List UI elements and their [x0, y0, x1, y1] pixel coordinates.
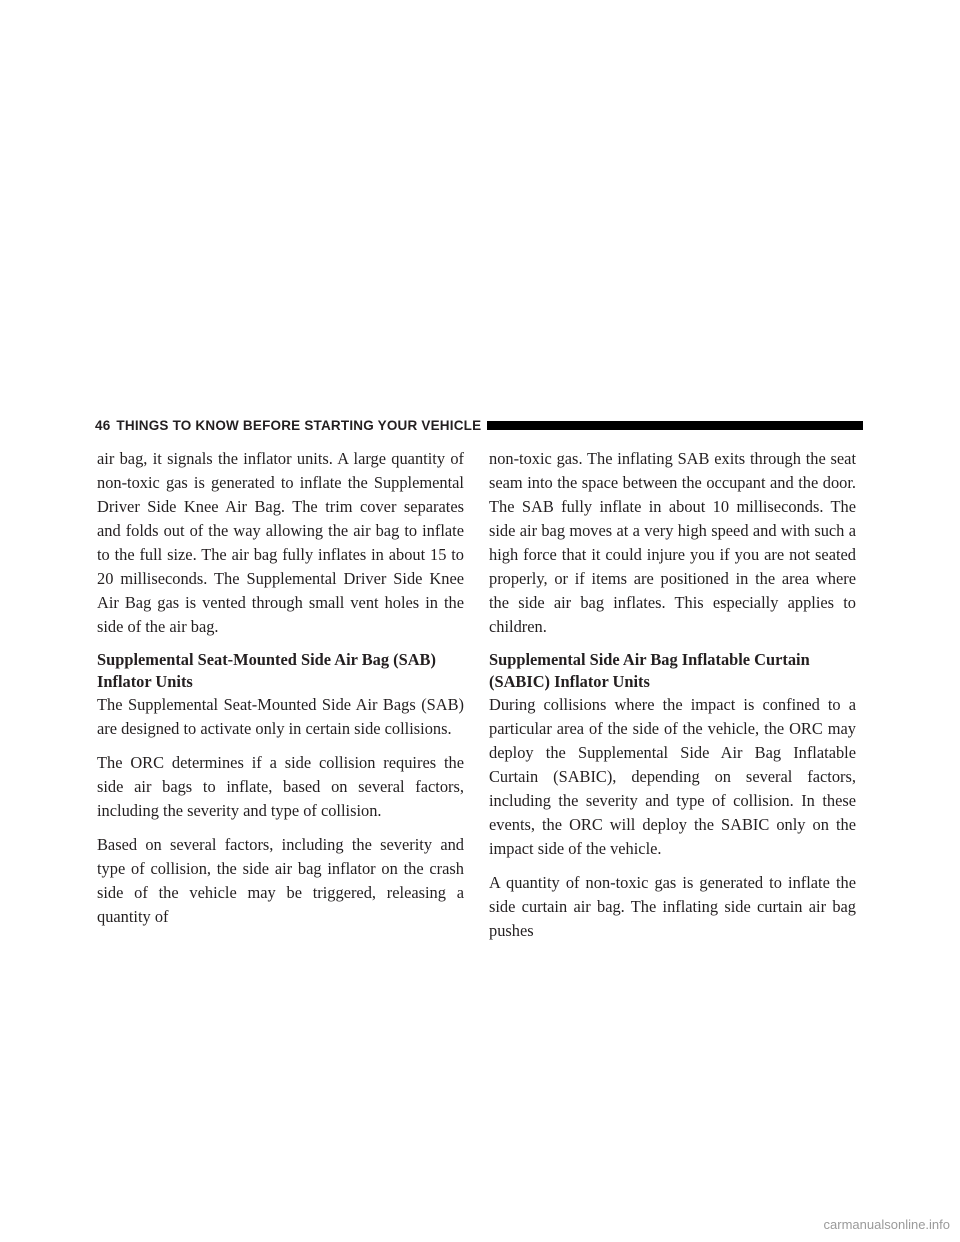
heading-line: Inflator Units	[97, 672, 193, 691]
paragraph-curtain-gas: A quantity of non-toxic gas is generated to inflate the side curtain air bag. The inflating side curtain air bag pushes	[489, 873, 856, 940]
heading-sab-inflator-units	[97, 649, 464, 693]
header-rule	[487, 421, 863, 430]
page-header	[95, 415, 863, 435]
heading-line: Supplemental Side Air Bag Inflatable Curtain	[489, 650, 810, 669]
section-title: THINGS TO KNOW BEFORE STARTING YOUR VEHICLE	[116, 417, 482, 433]
heading-sabic-inflator-units	[489, 649, 856, 693]
left-column	[97, 447, 464, 939]
paragraph-sabic-deploy: During collisions where the impact is confined to a particular area of the side of the vehicle, the ORC may deploy the Supplemental Side Air Bag Inflatable Curtain (SABIC), depending on several factors, including the severity and type of collision. In these events, the ORC will deploy the SABIC only on the impact side of the vehicle.	[489, 695, 856, 858]
paragraph-sab-design: The Supplemental Seat-Mounted Side Air Bags (SAB) are designed to activate only in certain side collisions.	[97, 695, 464, 738]
heading-line: Supplemental Seat-Mounted Side Air Bag (SAB)	[97, 650, 436, 669]
paragraph-knee-airbag-inflation: air bag, it signals the inflator units. A large quantity of non-toxic gas is generated to inflate the Supplemental Driver Side Knee Air Bag. The trim cover separates and folds out of the way allowing the air bag to inflate to the full size. The air bag fully inflates in about 15 to 20 milliseconds. The Supplemental Driver Side Knee Air Bag gas is vented through small vent holes in the side of the air bag.	[97, 449, 464, 636]
heading-line: (SABIC) Inflator Units	[489, 672, 650, 691]
watermark: carmanualsonline.info	[823, 1217, 950, 1232]
paragraph-sab-triggered: Based on several factors, including the severity and type of collision, the side air bag inflator on the crash side of the vehicle may be triggered, releasing a quantity of	[97, 835, 464, 926]
paragraph-sab-inflation: non-toxic gas. The inflating SAB exits through the seat seam into the space between the occupant and the door. The SAB fully inflate in about 10 milliseconds. The side air bag moves at a very high speed and with such a high force that it could injure you if you are not seated properly, or if items are positioned in the area where the side air bag inflates. This especially applies to children.	[489, 449, 856, 636]
right-column	[489, 447, 856, 953]
page-number: 46	[95, 417, 111, 433]
paragraph-orc-determines: The ORC determines if a side collision requires the side air bags to inflate, based on several factors, including the severity and type of collision.	[97, 753, 464, 820]
